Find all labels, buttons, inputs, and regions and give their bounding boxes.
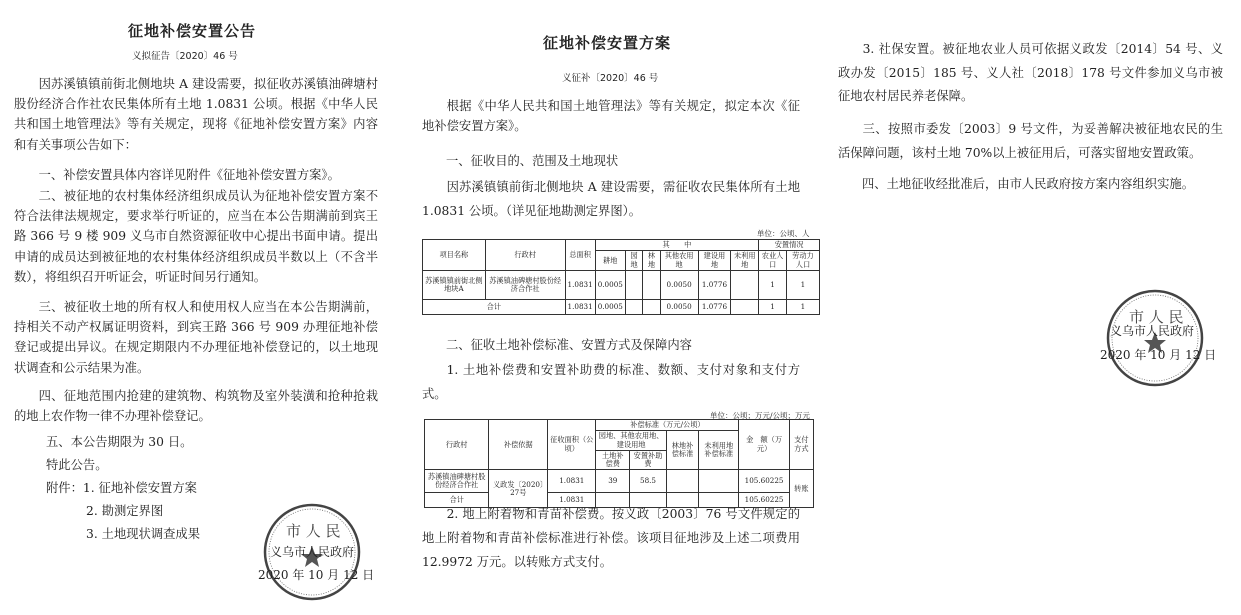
notice-page <box>0 0 380 615</box>
t2-cell: 39 <box>596 470 630 493</box>
t1-header-total: 总面积 <box>565 240 595 271</box>
t1-cell: 1.0776 <box>698 271 731 300</box>
t1-col-header: 耕地 <box>595 251 625 271</box>
t2-cell: 义政发〔2020〕27号 <box>489 470 548 508</box>
notice-item-3: 三、被征收土地的所有权人和使用权人应当在本公告期满前，持相关不动产权属证明资料，到宾王路 366 号 909 办理征地补偿登记或提出异议。在规定期限内不办理征地补偿登记的，以土地现状调查和公示结果为准。 <box>14 300 378 375</box>
seal-ring-text: 市 人 民 <box>1129 308 1184 326</box>
t2-cell: 1.0831 <box>548 470 596 493</box>
compensation-table <box>424 419 814 508</box>
plan-social-security: 3. 社保安置。被征地农业人员可依据义政发〔2014〕54 号、义政办发〔2015〕185 号、义人社〔2018〕178 号文件参加义乌市被征地农村居民养老保障。 <box>838 42 1223 103</box>
t2-cell: 1.0831 <box>548 493 596 508</box>
table1-unit: 单位：公顷、人 <box>757 229 810 238</box>
t2-header-land-comp: 土地补偿费 <box>596 450 630 470</box>
notice-attachment-3: 3. 土地现状调查成果 <box>86 527 201 541</box>
plan-page <box>410 0 820 615</box>
t1-cell <box>643 300 660 315</box>
notice-intro: 因苏溪镇镇前街北侧地块 A 建设需要，拟征收苏溪镇油碑塘村股份经济合作社农民集体所有土地 1.0831 公顷。根据《中华人民共和国土地管理法》等有关规定，现将《征地补偿安置方案》内容和有关事项公告如下： <box>14 77 378 152</box>
t1-header-settle: 安置情况 <box>759 240 820 251</box>
t1-cell: 1.0831 <box>565 300 595 315</box>
t1-cell: 1 <box>759 300 787 315</box>
t1-cell: 0.0005 <box>595 300 625 315</box>
t2-header-area: 征收面积（公顷） <box>548 420 596 470</box>
t2-cell: 105.60225 <box>739 493 789 508</box>
notice-item-5: 五、本公告期限为 30 日。 <box>46 435 193 449</box>
t2-cell <box>699 470 739 493</box>
t2-header-std: 补偿标准（万元/公顷） <box>596 420 739 431</box>
notice-attachment-1: 附件：1. 征地补偿安置方案 <box>46 481 197 495</box>
t1-col-header: 农业人口 <box>759 251 787 271</box>
t1-cell: 1.0831 <box>565 271 595 300</box>
land-area-table <box>422 239 820 315</box>
notice-date: 2020 年 10 月 12 日 <box>258 568 375 582</box>
notice-item-4: 四、征地范围内抢建的建筑物、构筑物及室外装潢和抢种抢栽的地上农作物一律不办理补偿登记。 <box>14 389 378 424</box>
t1-cell: 1 <box>759 271 787 300</box>
plan-section-3: 三、按照市委发〔2003〕9 号文件，为妥善解决被征地农民的生活保障问题，该村土地 70%以上被征用后，可落实留地安置政策。 <box>838 122 1223 160</box>
plan-section-1-body: 因苏溪镇镇前街北侧地块 A 建设需要，需征收农民集体所有土地 1.0831 公顷。（详见征地勘测定界图）。 <box>422 180 800 218</box>
t2-header-basis: 补偿依据 <box>489 420 548 470</box>
notice-item-1: 一、补偿安置具体内容详见附件《征地补偿安置方案》。 <box>38 168 340 182</box>
plan-section-4: 四、土地征收经批准后，由市人民政府按方案内容组织实施。 <box>862 177 1195 191</box>
t1-cell <box>643 271 660 300</box>
plan-intro: 根据《中华人民共和国土地管理法》等有关规定，拟定本次《征地补偿安置方案》。 <box>422 99 800 134</box>
t1-cell <box>731 300 759 315</box>
t1-col-header: 未利用地 <box>731 251 759 271</box>
notice-item-2: 二、被征地的农村集体经济组织成员认为征地补偿安置方案不符合法律法规规定，要求举行听证的，应当在本公告期满前到宾王路 366 号 9 楼 909 义乌市自然资源征收中心提出书面申请。提出申请的成员达到被征地的农村集体经济组织成员半数以上（不含半数），将组织召开听证会，听证时间另行通知。 <box>14 189 378 284</box>
t1-col-header: 建设用地 <box>698 251 731 271</box>
t1-cell <box>625 271 642 300</box>
t2-cell: 58.5 <box>630 470 667 493</box>
table-row <box>423 300 820 315</box>
t1-header-village: 行政村 <box>485 240 565 271</box>
t2-header-settle-sub: 安置补助费 <box>630 450 667 470</box>
table-row <box>423 271 820 300</box>
plan-title: 征地补偿安置方案 <box>543 34 672 52</box>
t1-header-project: 项目名称 <box>423 240 486 271</box>
plan-doc-number: 义征补〔2020〕46 号 <box>562 73 659 84</box>
plan-signing-org: 义乌市人民政府 <box>1110 324 1195 338</box>
notice-title: 征地补偿安置公告 <box>128 22 257 40</box>
t2-cell: 苏溪镇油碑塘村股份经济合作社 <box>425 470 489 493</box>
t1-cell: 1 <box>786 271 819 300</box>
t1-cell: 1.0776 <box>698 300 731 315</box>
plan-date: 2020 年 10 月 12 日 <box>1100 348 1217 362</box>
table-row <box>425 470 814 493</box>
t1-col-header: 其他农用地 <box>660 251 698 271</box>
t1-cell <box>731 271 759 300</box>
notice-signing-org: 义乌市人民政府 <box>270 545 355 559</box>
t2-cell: 转账 <box>789 470 813 508</box>
plan-section-2: 二、征收土地补偿标准、安置方式及保障内容 <box>446 338 692 352</box>
t1-cell: 苏溪镇油碑塘村股份经济合作社 <box>485 271 565 300</box>
t1-col-header: 劳动力人口 <box>786 251 819 271</box>
notice-doc-number: 义拟征告〔2020〕46 号 <box>132 51 238 62</box>
t1-cell: 0.0005 <box>595 271 625 300</box>
t2-header-group: 园地、其他农用地、建设用地 <box>596 431 666 451</box>
plan-section-1: 一、征收目的、范围及土地现状 <box>446 154 619 168</box>
notice-attachment-2: 2. 勘测定界图 <box>86 504 164 518</box>
plan-continued-page <box>830 0 1241 615</box>
plan-section-2-2: 2. 地上附着物和青苗补偿费。按义政〔2003〕76 号文件规定的地上附着物和青苗补偿标准进行补偿。该项目征地涉及上述二项费用 12.9972 万元。以转账方式支付。 <box>422 507 800 569</box>
t1-cell: 0.0050 <box>660 271 698 300</box>
t2-header-pay: 支付方式 <box>789 420 813 470</box>
t1-col-header: 林地 <box>643 251 660 271</box>
notice-special: 特此公告。 <box>46 458 108 472</box>
t1-sum-label: 合计 <box>423 300 566 315</box>
t2-header-village: 行政村 <box>425 420 489 470</box>
t1-header-among: 其 中 <box>595 240 758 251</box>
t2-header-unused: 未利用地补偿标准 <box>699 431 739 470</box>
table2-unit: 单位：公顷；万元/公顷；万元 <box>710 411 811 420</box>
t1-col-header: 园地 <box>625 251 642 271</box>
t1-cell: 0.0050 <box>660 300 698 315</box>
t2-cell: 105.60225 <box>739 470 789 493</box>
t1-cell <box>625 300 642 315</box>
plan-section-2-1: 1. 土地补偿费和安置补助费的标准、数额、支付对象和支付方式。 <box>422 363 800 401</box>
t1-cell: 1 <box>786 300 819 315</box>
t2-sum-label: 合计 <box>425 493 489 508</box>
t2-header-amount: 金 额（万元） <box>739 420 789 470</box>
t1-cell: 苏溪镇镇前街北侧地块A <box>423 271 486 300</box>
seal-ring-text: 市 人 民 <box>286 522 341 540</box>
t2-cell <box>666 470 698 493</box>
t2-header-forest: 林地补偿标准 <box>666 431 698 470</box>
